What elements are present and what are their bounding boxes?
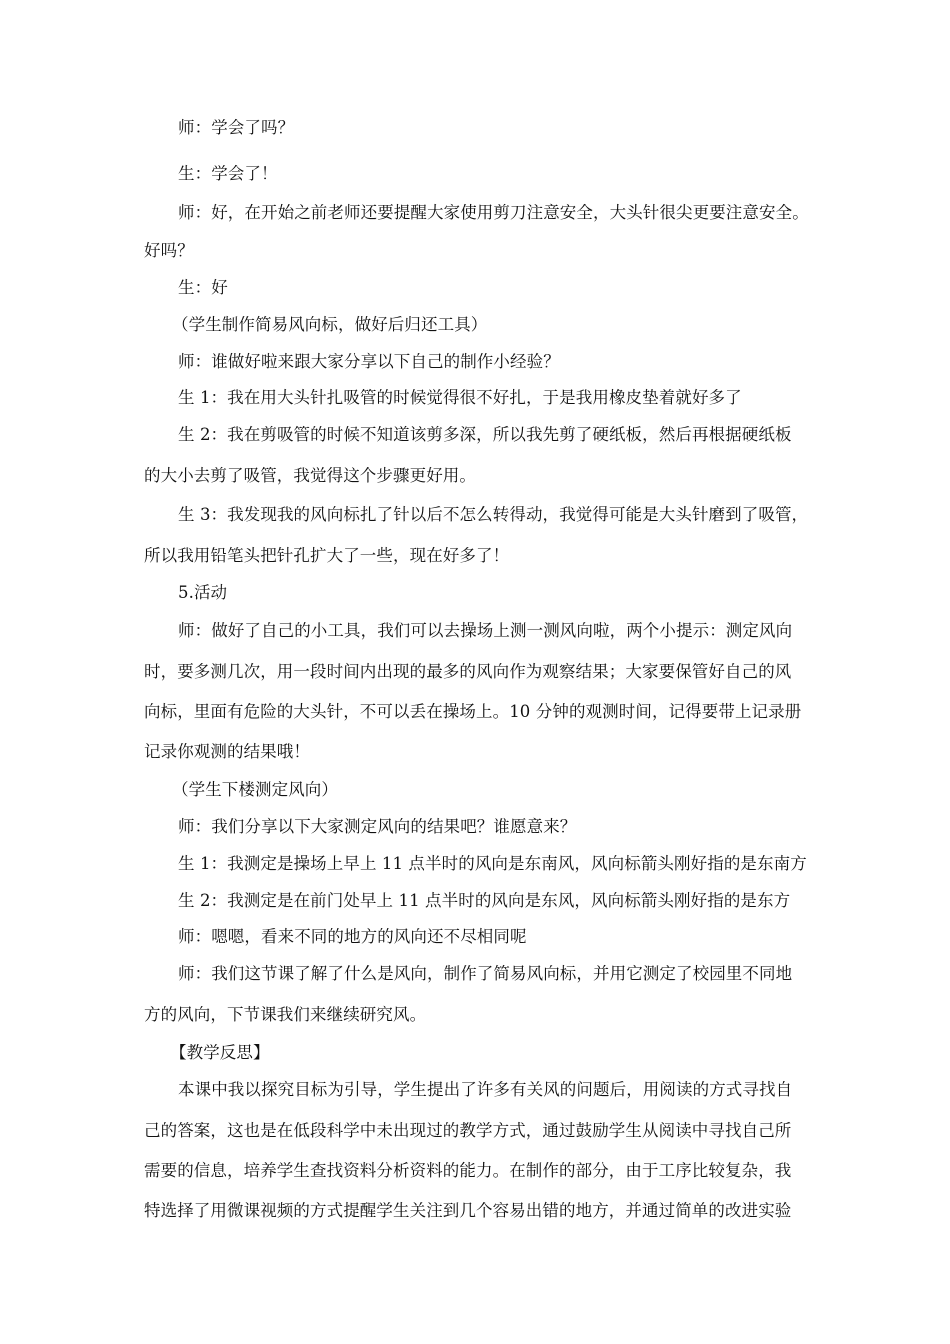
dialogue-line: 师：学会了吗？ [178,118,295,137]
paragraph-line: 需要的信息，培养学生查找资料分析资料的能力。在制作的部分，由于工序比较复杂，我 [144,1161,792,1180]
dialogue-line: 生：学会了！ [178,164,278,183]
dialogue-line: 师：做好了自己的小工具，我们可以去操场上测一测风向啦，两个小提示：测定风向 [178,621,793,640]
section-heading: 5.活动 [178,583,228,602]
stage-note: （学生下楼测定风向） [172,780,338,799]
dialogue-line: 生 1：我在用大头针扎吸管的时候觉得很不好扎，于是我用橡皮垫着就好多了 [178,388,742,407]
dialogue-line-continued: 向标，里面有危险的大头针，不可以丢在操场上。10 分钟的观测时间，记得要带上记录册 [144,702,802,721]
dialogue-line: 生 2：我在剪吸管的时候不知道该剪多深，所以我先剪了硬纸板，然后再根据硬纸板 [178,425,792,444]
dialogue-line: 生 2：我测定是在前门处早上 11 点半时的风向是东风，风向标箭头刚好指的是东方 [178,891,791,910]
dialogue-line-continued: 记录你观测的结果哦！ [144,742,310,761]
stage-note: （学生制作简易风向标，做好后归还工具） [172,315,488,334]
dialogue-line: 生 3：我发现我的风向标扎了针以后不怎么转得动，我觉得可能是大头针磨到了吸管， [178,505,809,524]
dialogue-line-continued: 的大小去剪了吸管，我觉得这个步骤更好用。 [144,466,476,485]
paragraph-line: 己的答案，这也是在低段科学中未出现过的教学方式，通过鼓励学生从阅读中寻找自己所 [144,1121,792,1140]
dialogue-line-continued: 所以我用铅笔头把针孔扩大了一些，现在好多了！ [144,546,510,565]
dialogue-line: 师：我们分享以下大家测定风向的结果吧？谁愿意来？ [178,817,577,836]
dialogue-line: 师：嗯嗯，看来不同的地方的风向还不尽相同呢 [178,927,527,946]
dialogue-line: 生 1：我测定是操场上早上 11 点半时的风向是东南风，风向标箭头刚好指的是东南方 [178,854,807,873]
dialogue-line: 师：我们这节课了解了什么是风向，制作了简易风向标，并用它测定了校园里不同地 [178,964,793,983]
section-heading-reflection: 【教学反思】 [170,1043,270,1062]
dialogue-line: 生：好 [178,278,228,297]
dialogue-line-continued: 方的风向，下节课我们来继续研究风。 [144,1005,427,1024]
dialogue-line-continued: 时，要多测几次，用一段时间内出现的最多的风向作为观察结果；大家要保管好自己的风 [144,662,792,681]
dialogue-line: 师：好，在开始之前老师还要提醒大家使用剪刀注意安全，大头针很尖更要注意安全。 [178,203,809,222]
dialogue-line-continued: 好吗？ [144,241,194,260]
paragraph-line: 本课中我以探究目标为引导，学生提出了许多有关风的问题后，用阅读的方式寻找自 [178,1080,793,1099]
paragraph-line: 特选择了用微课视频的方式提醒学生关注到几个容易出错的地方，并通过简单的改进实验 [144,1201,792,1220]
dialogue-line: 师：谁做好啦来跟大家分享以下自己的制作小经验？ [178,352,560,371]
